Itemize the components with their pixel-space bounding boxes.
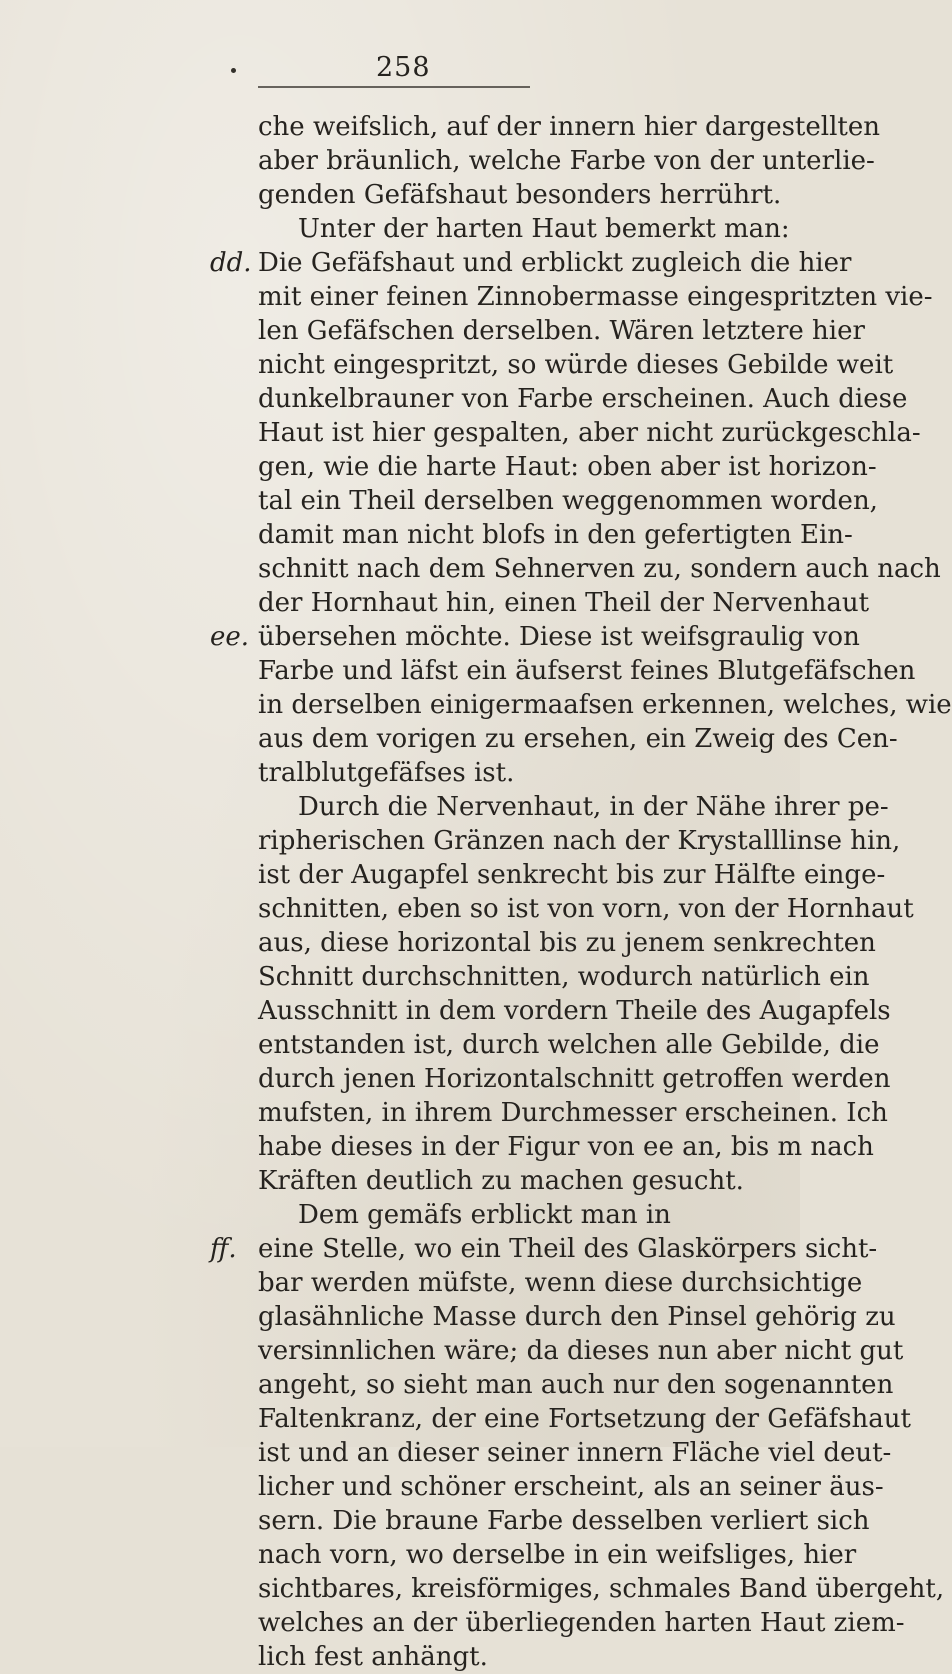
- line-text: gen, wie die harte Haut: oben aber ist horizon-: [258, 452, 877, 482]
- text-line: [258, 484, 878, 518]
- text-line: [258, 586, 870, 620]
- line-text: eine Stelle, wo ein Theil des Glaskörpers sicht-: [258, 1234, 878, 1264]
- line-text: Dem gemäfs erblickt man in: [298, 1200, 671, 1230]
- text-line: [258, 1504, 870, 1538]
- line-text: schnitt nach dem Sehnerven zu, sondern auch nach: [258, 554, 941, 584]
- line-text: bar werden müfste, wenn diese durchsichtige: [258, 1268, 863, 1298]
- text-line: [258, 1028, 880, 1062]
- text-line: [258, 314, 865, 348]
- line-text: tal ein Theil derselben weggenommen worden,: [258, 486, 878, 516]
- line-text: Farbe und läfst ein äufserst feines Blutgefäfschen: [258, 656, 916, 686]
- text-line: [258, 654, 916, 688]
- text-line: [258, 926, 876, 960]
- margin-marker: ff.: [210, 1234, 237, 1264]
- text-line: [258, 756, 770, 790]
- text-line: [258, 280, 933, 314]
- text-line: [258, 1402, 911, 1436]
- line-text: Kräften deutlich zu machen gesucht.: [258, 1166, 744, 1196]
- line-text: glasähnliche Masse durch den Pinsel gehörig zu: [258, 1302, 896, 1332]
- ink-dot: [231, 68, 236, 73]
- text-line: [258, 1198, 770, 1232]
- line-text: Durch die Nervenhaut, in der Nähe ihrer pe-: [298, 792, 889, 822]
- line-text: aus, diese horizontal bis zu jenem senkrechten: [258, 928, 876, 958]
- page-number: 258: [376, 52, 431, 83]
- text-line: [258, 1300, 896, 1334]
- text-line: [258, 110, 880, 144]
- line-text: mit einer feinen Zinnobermasse eingespritzten vie-: [258, 282, 933, 312]
- line-text: ripherischen Gränzen nach der Krystalllinse hin,: [258, 826, 901, 856]
- line-text: dunkelbrauner von Farbe erscheinen. Auch diese: [258, 384, 908, 414]
- text-line: [258, 1572, 945, 1606]
- line-text: angeht, so sieht man auch nur den sogenannten: [258, 1370, 894, 1400]
- text-line: [210, 1232, 878, 1266]
- line-text: Unter der harten Haut bemerkt man:: [298, 214, 790, 244]
- text-line: [258, 1266, 863, 1300]
- margin-marker: ee.: [210, 622, 250, 652]
- line-text: durch jenen Horizontalschnitt getroffen werden: [258, 1064, 891, 1094]
- line-text: übersehen möchte. Diese ist weifsgraulig von: [258, 622, 860, 652]
- margin-marker: dd.: [210, 248, 252, 278]
- line-text: entstanden ist, durch welchen alle Gebilde, die: [258, 1030, 880, 1060]
- text-line: [258, 178, 782, 212]
- line-text: der Hornhaut hin, einen Theil der Nervenhaut: [258, 588, 870, 618]
- line-text: nach vorn, wo derselbe in ein weifsliges, hier: [258, 1540, 857, 1570]
- text-line: [258, 1368, 894, 1402]
- line-text: nicht eingespritzt, so würde dieses Gebilde weit: [258, 350, 894, 380]
- text-line: [258, 1164, 770, 1198]
- text-line: [258, 994, 891, 1028]
- line-text: tralblutgefäfses ist.: [258, 758, 515, 788]
- text-line: [258, 382, 908, 416]
- text-line: [258, 1470, 884, 1504]
- text-line: [258, 212, 790, 246]
- text-line: [258, 722, 898, 756]
- line-text: welches an der überliegenden harten Haut ziem-: [258, 1608, 905, 1638]
- header-rule: [258, 86, 530, 88]
- text-line: [258, 1130, 874, 1164]
- text-line: [210, 246, 852, 280]
- text-line: [258, 1334, 904, 1368]
- line-text: lich fest anhängt.: [258, 1642, 488, 1672]
- line-text: aus dem vorigen zu ersehen, ein Zweig des Cen-: [258, 724, 898, 754]
- text-line: [258, 1640, 770, 1674]
- line-text: damit man nicht blofs in den gefertigten Ein-: [258, 520, 853, 550]
- text-line: [258, 1436, 892, 1470]
- line-text: ist und an dieser seiner innern Fläche viel deut-: [258, 1438, 892, 1468]
- text-line: [210, 620, 860, 654]
- line-text: ist der Augapfel senkrecht bis zur Hälfte einge-: [258, 860, 886, 890]
- text-line: [258, 450, 877, 484]
- text-line: [258, 348, 894, 382]
- text-line: [258, 858, 886, 892]
- text-line: [258, 1062, 891, 1096]
- line-text: Schnitt durchschnitten, wodurch natürlich ein: [258, 962, 870, 992]
- line-text: che weifslich, auf der innern hier dargestellten: [258, 112, 880, 142]
- text-line: [258, 552, 941, 586]
- line-text: Die Gefäfshaut und erblickt zugleich die hier: [258, 248, 852, 278]
- text-line: [258, 144, 875, 178]
- text-line: [258, 1096, 888, 1130]
- line-text: versinnlichen wäre; da dieses nun aber nicht gut: [258, 1336, 904, 1366]
- line-text: Faltenkranz, der eine Fortsetzung der Gefäfshaut: [258, 1404, 911, 1434]
- line-text: schnitten, eben so ist von vorn, von der Hornhaut: [258, 894, 914, 924]
- text-line: [258, 688, 952, 722]
- line-text: licher und schöner erscheint, als an seiner äus-: [258, 1472, 884, 1502]
- text-line: [258, 960, 870, 994]
- line-text: len Gefäfschen derselben. Wären letztere hier: [258, 316, 865, 346]
- line-text: Haut ist hier gespalten, aber nicht zurückgeschla-: [258, 418, 921, 448]
- text-line: [258, 1538, 857, 1572]
- text-line: [258, 518, 853, 552]
- text-line: [258, 790, 889, 824]
- text-line: [258, 824, 901, 858]
- line-text: sern. Die braune Farbe desselben verliert sich: [258, 1506, 870, 1536]
- body-text: [210, 110, 952, 1674]
- text-line: [258, 892, 914, 926]
- line-text: in derselben einigermaafsen erkennen, welches, wie: [258, 690, 952, 720]
- text-line: [258, 416, 921, 450]
- line-text: habe dieses in der Figur von ee an, bis m nach: [258, 1132, 874, 1162]
- line-text: aber bräunlich, welche Farbe von der unterlie-: [258, 146, 875, 176]
- line-text: mufsten, in ihrem Durchmesser erscheinen. Ich: [258, 1098, 888, 1128]
- line-text: Ausschnitt in dem vordern Theile des Augapfels: [258, 996, 891, 1026]
- text-line: [258, 1606, 905, 1640]
- line-text: sichtbares, kreisförmiges, schmales Band übergeht,: [258, 1574, 945, 1604]
- line-text: genden Gefäfshaut besonders herrührt.: [258, 180, 782, 210]
